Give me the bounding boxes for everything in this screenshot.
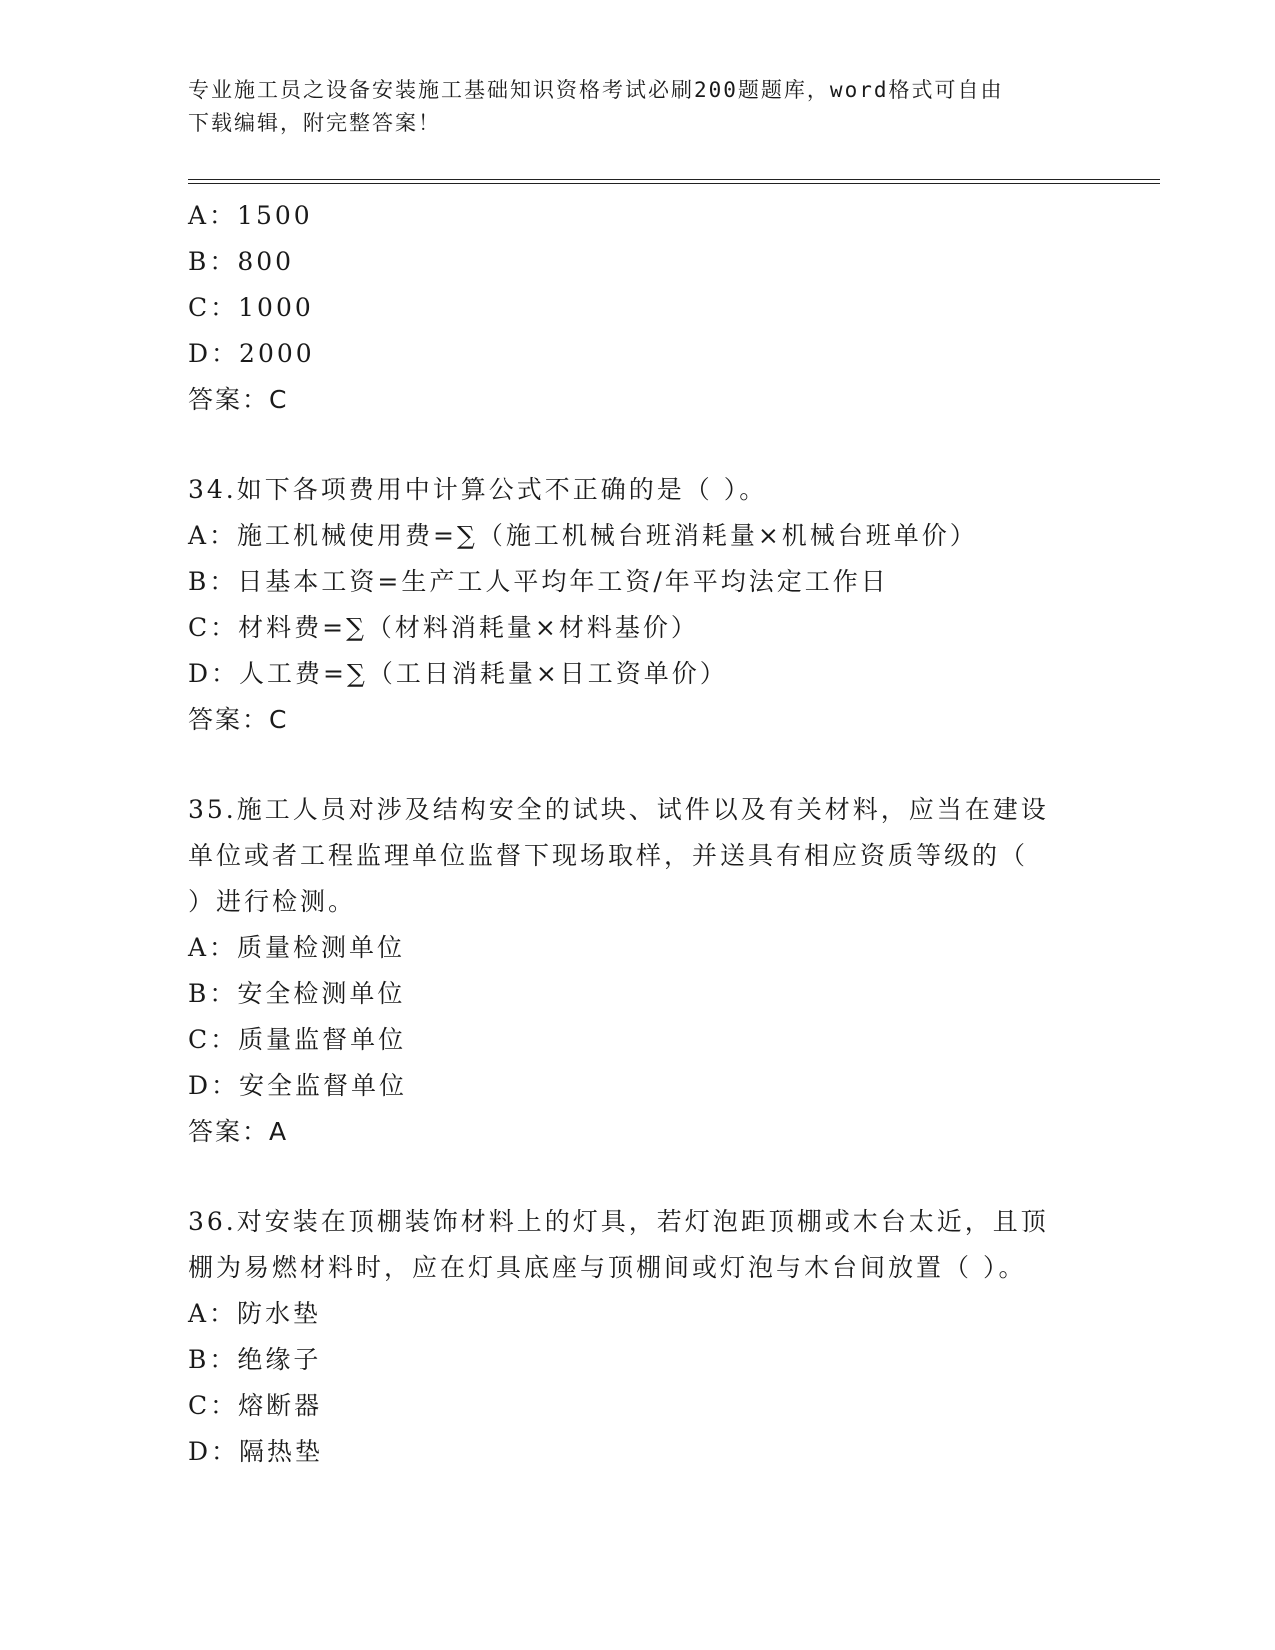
option-c: C：质量监督单位	[188, 1025, 407, 1054]
question-33	[188, 193, 1088, 423]
question-stem-line-2: 单位或者工程监理单位监督下现场取样，并送具有相应资质等级的（	[188, 841, 1029, 870]
option-c: C：1000	[188, 293, 314, 322]
header-divider-bottom	[188, 183, 1160, 184]
question-list	[188, 193, 1088, 1475]
option-d: D：人工费=∑（工日消耗量×日工资单价）	[188, 659, 728, 688]
option-a: A：防水垫	[188, 1299, 322, 1328]
option-a: A：施工机械使用费=∑（施工机械台班消耗量×机械台班单价）	[188, 521, 978, 550]
option-c: C：材料费=∑（材料消耗量×材料基价）	[188, 613, 699, 642]
question-stem-line-1: 35.施工人员对涉及结构安全的试块、试件以及有关材料，应当在建设	[188, 795, 1049, 824]
option-a: A：1500	[188, 201, 313, 230]
option-d: D：隔热垫	[188, 1437, 324, 1466]
option-a: A：质量检测单位	[188, 933, 406, 962]
header-line-2: 下载编辑，附完整答案！	[188, 111, 441, 135]
answer: 答案：C	[188, 705, 289, 734]
question-stem-line-1: 36.对安装在顶棚装饰材料上的灯具，若灯泡距顶棚或木台太近，且顶	[188, 1207, 1049, 1236]
option-d: D：安全监督单位	[188, 1071, 408, 1100]
header-divider-top	[188, 179, 1160, 180]
header-line-1: 专业施工员之设备安装施工基础知识资格考试必刷200题题库，word格式可自由	[188, 78, 1004, 102]
question-stem: 34.如下各项费用中计算公式不正确的是（ ）。	[188, 475, 768, 504]
option-b: B：800	[188, 247, 295, 276]
question-34	[188, 467, 1088, 743]
option-b: B：日基本工资=生产工人平均年工资/年平均法定工作日	[188, 567, 889, 596]
question-36	[188, 1199, 1088, 1475]
answer: 答案：C	[188, 385, 289, 414]
option-c: C：熔断器	[188, 1391, 323, 1420]
option-b: B：绝缘子	[188, 1345, 322, 1374]
answer: 答案：A	[188, 1117, 289, 1146]
question-35	[188, 787, 1088, 1155]
question-stem-line-2: 棚为易燃材料时，应在灯具底座与顶棚间或灯泡与木台间放置（ ）。	[188, 1253, 1027, 1282]
document-header	[188, 74, 1078, 140]
option-d: D：2000	[188, 339, 315, 368]
option-b: B：安全检测单位	[188, 979, 406, 1008]
question-stem-line-3: ）进行检测。	[188, 887, 357, 916]
